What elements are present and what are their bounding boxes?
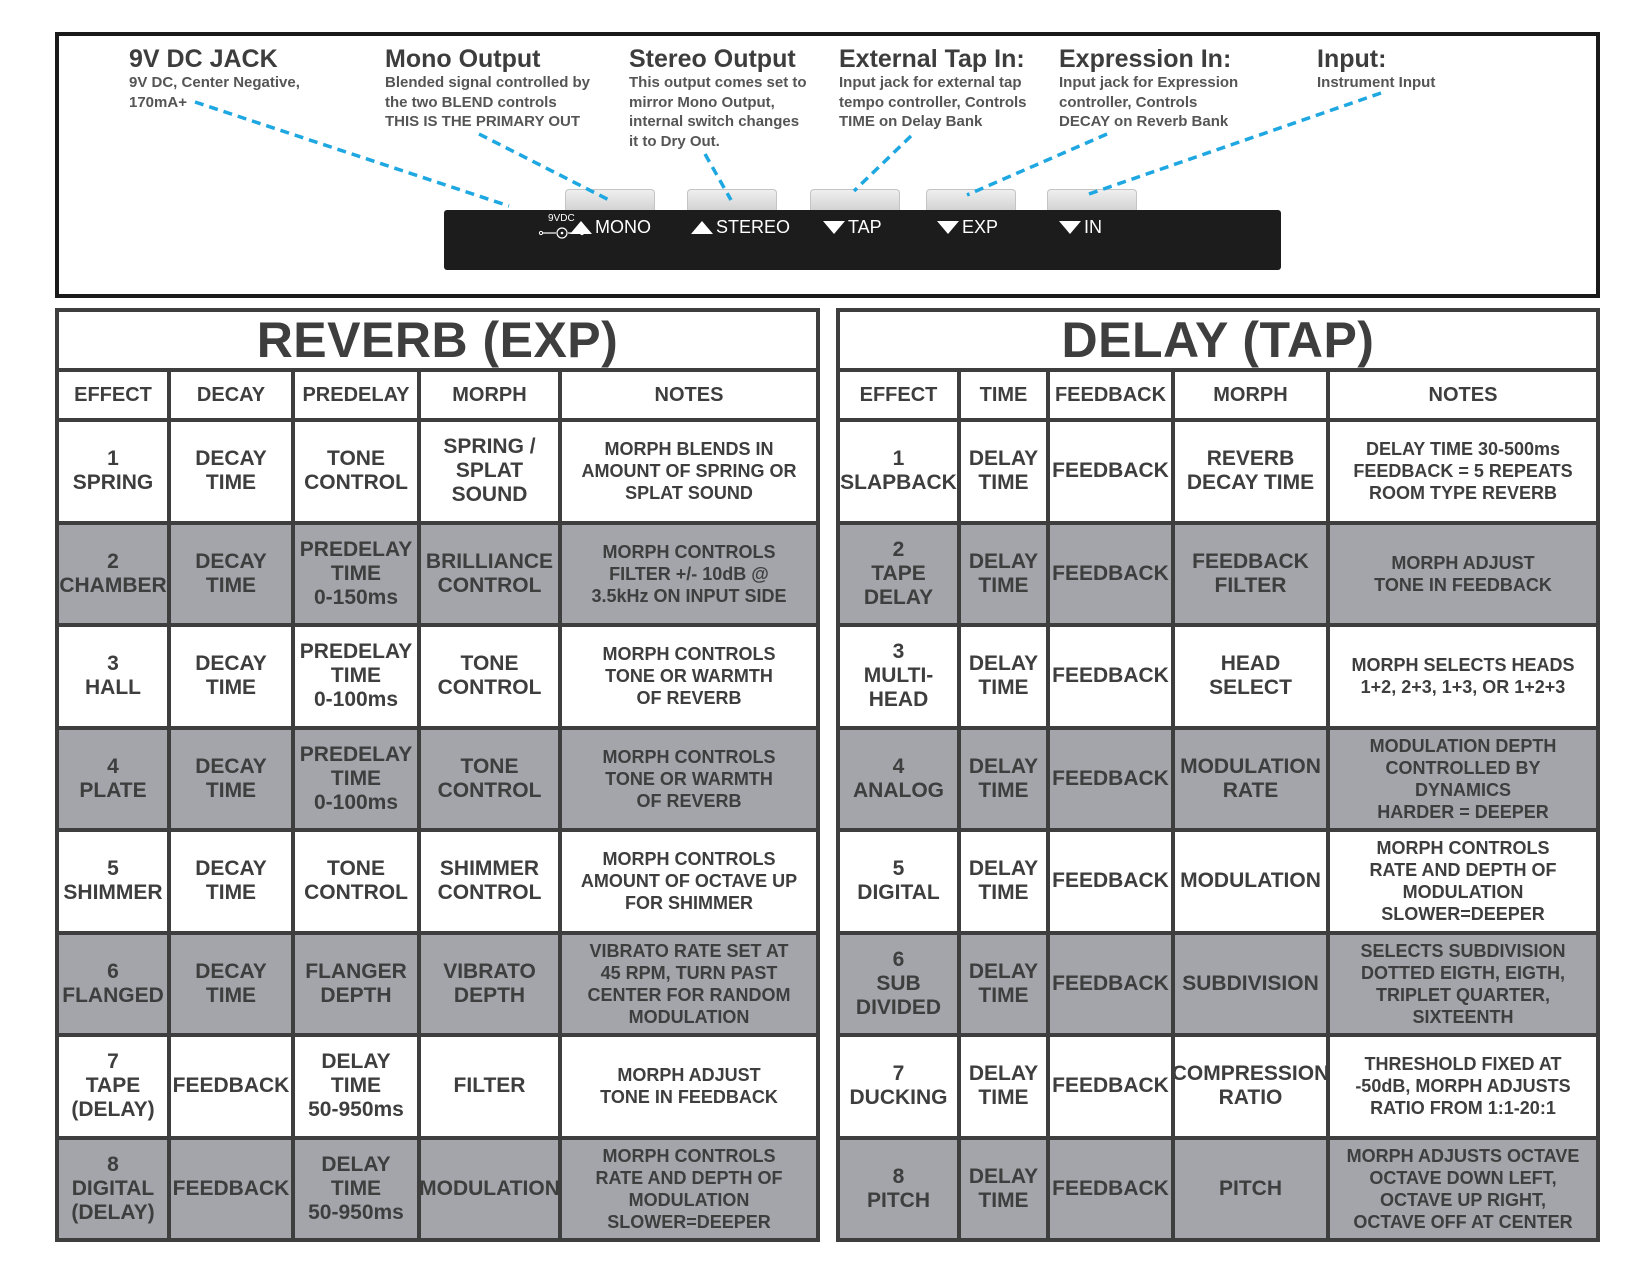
reverb-morph-cell: MODULATION [421, 1140, 558, 1239]
jack-label-text: STEREO [716, 217, 791, 237]
jack-label-text: MONO [595, 217, 651, 237]
reverb-table-title: REVERB (EXP) [59, 312, 816, 368]
reverb-effect-cell: 5 SHIMMER [59, 832, 167, 931]
delay-param-cell: FEEDBACK [1050, 730, 1171, 829]
reverb-notes-cell: MORPH CONTROLS FILTER +/- 10dB @ 3.5kHz ON INPUT SIDE [562, 525, 816, 624]
jack-label-text: TAP [848, 217, 882, 237]
reverb-param-cell: TONE CONTROL [295, 832, 417, 931]
reverb-notes-cell: MORPH CONTROLS TONE OR WARMTH OF REVERB [562, 627, 816, 726]
reverb-notes-cell: MORPH CONTROLS TONE OR WARMTH OF REVERB [562, 730, 816, 829]
reverb-morph-cell: TONE CONTROL [421, 730, 558, 829]
callout-description: 9V DC, Center Negative, 170mA+ [129, 74, 300, 111]
delay-notes-cell: MORPH ADJUST TONE IN FEEDBACK [1330, 525, 1596, 624]
callout-description: This output comes set to mirror Mono Output, internal switch changes it to Dry Out. [629, 74, 807, 150]
callout-title: 9V DC JACK [129, 45, 278, 73]
leader-line-dc [195, 102, 509, 206]
reverb-param-cell: DELAY TIME 50-950ms [295, 1140, 417, 1239]
delay-param-cell: FEEDBACK [1050, 422, 1171, 521]
reverb-notes-cell: MORPH ADJUST TONE IN FEEDBACK [562, 1037, 816, 1136]
dc-symbol-label: 9VDC [548, 213, 575, 224]
delay-param-cell: DELAY TIME [961, 1140, 1046, 1239]
leader-line-stereo [705, 154, 731, 200]
delay-effect-cell: 8 PITCH [840, 1140, 957, 1239]
reverb-morph-cell: BRILLIANCE CONTROL [421, 525, 558, 624]
delay-morph-cell: REVERB DECAY TIME [1175, 422, 1326, 521]
reverb-param-cell: PREDELAY TIME 0-100ms [295, 627, 417, 726]
jack-label-text: IN [1084, 217, 1102, 237]
callout-description: Instrument Input [1317, 74, 1436, 91]
reverb-param-cell: DECAY TIME [171, 730, 291, 829]
leader-line-mono [479, 134, 609, 200]
reverb-effect-cell: 4 PLATE [59, 730, 167, 829]
callout-title: Expression In: [1059, 45, 1232, 73]
delay-effect-cell: 2 TAPE DELAY [840, 525, 957, 624]
callout-title: External Tap In: [839, 45, 1025, 73]
delay-param-cell: FEEDBACK [1050, 1140, 1171, 1239]
reverb-effect-cell: 7 TAPE (DELAY) [59, 1037, 167, 1136]
delay-column-header: FEEDBACK [1050, 372, 1171, 418]
reverb-notes-cell: VIBRATO RATE SET AT 45 RPM, TURN PAST CENTER FOR RANDOM MODULATION [562, 935, 816, 1034]
delay-table [836, 308, 1600, 1242]
reverb-effect-cell: 6 FLANGED [59, 935, 167, 1034]
reverb-morph-cell: TONE CONTROL [421, 627, 558, 726]
delay-param-cell: DELAY TIME [961, 525, 1046, 624]
delay-effect-cell: 1 SLAPBACK [840, 422, 957, 521]
delay-param-cell: FEEDBACK [1050, 627, 1171, 726]
delay-morph-cell: FEEDBACK FILTER [1175, 525, 1326, 624]
delay-column-header: MORPH [1175, 372, 1326, 418]
delay-param-cell: DELAY TIME [961, 627, 1046, 726]
reverb-grid [59, 372, 816, 1238]
reverb-param-cell: DECAY TIME [171, 627, 291, 726]
leader-line-exp [967, 134, 1107, 195]
callout-description: Blended signal controlled by the two BLEND controls THIS IS THE PRIMARY OUT [385, 74, 591, 130]
delay-table-title: DELAY (TAP) [840, 312, 1596, 368]
delay-notes-cell: MODULATION DEPTH CONTROLLED BY DYNAMICS HARDER = DEEPER [1330, 730, 1596, 829]
delay-param-cell: DELAY TIME [961, 422, 1046, 521]
delay-grid [840, 372, 1596, 1238]
delay-notes-cell: THRESHOLD FIXED AT -50dB, MORPH ADJUSTS RATIO FROM 1:1-20:1 [1330, 1037, 1596, 1136]
delay-param-cell: FEEDBACK [1050, 935, 1171, 1034]
delay-notes-cell: SELECTS SUBDIVISION DOTTED EIGTH, EIGTH, TRIPLET QUARTER, SIXTEENTH [1330, 935, 1596, 1034]
reverb-param-cell: FEEDBACK [171, 1037, 291, 1136]
delay-notes-cell: DELAY TIME 30-500ms FEEDBACK = 5 REPEATS ROOM TYPE REVERB [1330, 422, 1596, 521]
delay-effect-cell: 7 DUCKING [840, 1037, 957, 1136]
reverb-effect-cell: 1 SPRING [59, 422, 167, 521]
delay-effect-cell: 3 MULTI- HEAD [840, 627, 957, 726]
reverb-table [55, 308, 820, 1242]
delay-effect-cell: 5 DIGITAL [840, 832, 957, 931]
reverb-param-cell: DECAY TIME [171, 422, 291, 521]
delay-notes-cell: MORPH SELECTS HEADS 1+2, 2+3, 1+3, OR 1+2+3 [1330, 627, 1596, 726]
reverb-param-cell: PREDELAY TIME 0-150ms [295, 525, 417, 624]
reverb-param-cell: TONE CONTROL [295, 422, 417, 521]
reverb-notes-cell: MORPH BLENDS IN AMOUNT OF SPRING OR SPLAT SOUND [562, 422, 816, 521]
leader-line-input [1089, 93, 1381, 194]
reverb-column-header: EFFECT [59, 372, 167, 418]
jack-label-text: EXP [962, 217, 999, 237]
leader-lines [59, 36, 1596, 294]
delay-column-header: TIME [961, 372, 1046, 418]
delay-column-header: NOTES [1330, 372, 1596, 418]
delay-morph-cell: MODULATION RATE [1175, 730, 1326, 829]
callout-title: Input: [1317, 45, 1387, 73]
delay-morph-cell: SUBDIVISION [1175, 935, 1326, 1034]
reverb-column-header: PREDELAY [295, 372, 417, 418]
callout-description: Input jack for Expression controller, Controls DECAY on Reverb Bank [1059, 74, 1239, 130]
delay-param-cell: DELAY TIME [961, 935, 1046, 1034]
delay-param-cell: FEEDBACK [1050, 832, 1171, 931]
reverb-param-cell: DECAY TIME [171, 525, 291, 624]
delay-notes-cell: MORPH CONTROLS RATE AND DEPTH OF MODULATION SLOWER=DEEPER [1330, 832, 1596, 931]
reverb-param-cell: DECAY TIME [171, 832, 291, 931]
delay-morph-cell: COMPRESSION RATIO [1175, 1037, 1326, 1136]
jack-panel [55, 32, 1600, 298]
delay-notes-cell: MORPH ADJUSTS OCTAVE OCTAVE DOWN LEFT, OCTAVE UP RIGHT, OCTAVE OFF AT CENTER [1330, 1140, 1596, 1239]
reverb-effect-cell: 8 DIGITAL (DELAY) [59, 1140, 167, 1239]
reverb-effect-cell: 3 HALL [59, 627, 167, 726]
reverb-param-cell: FEEDBACK [171, 1140, 291, 1239]
reverb-notes-cell: MORPH CONTROLS AMOUNT OF OCTAVE UP FOR SHIMMER [562, 832, 816, 931]
delay-morph-cell: PITCH [1175, 1140, 1326, 1239]
reverb-column-header: DECAY [171, 372, 291, 418]
delay-param-cell: FEEDBACK [1050, 525, 1171, 624]
delay-morph-cell: HEAD SELECT [1175, 627, 1326, 726]
reverb-effect-cell: 2 CHAMBER [59, 525, 167, 624]
delay-morph-cell: MODULATION [1175, 832, 1326, 931]
reverb-column-header: NOTES [562, 372, 816, 418]
delay-param-cell: DELAY TIME [961, 832, 1046, 931]
delay-effect-cell: 6 SUB DIVIDED [840, 935, 957, 1034]
delay-param-cell: DELAY TIME [961, 730, 1046, 829]
delay-param-cell: FEEDBACK [1050, 1037, 1171, 1136]
reverb-morph-cell: SPRING / SPLAT SOUND [421, 422, 558, 521]
callout-title: Mono Output [385, 45, 541, 73]
callout-description: Input jack for external tap tempo controller, Controls TIME on Delay Bank [839, 74, 1027, 130]
reverb-param-cell: DELAY TIME 50-950ms [295, 1037, 417, 1136]
reverb-morph-cell: FILTER [421, 1037, 558, 1136]
reverb-param-cell: DECAY TIME [171, 935, 291, 1034]
reverb-column-header: MORPH [421, 372, 558, 418]
reverb-morph-cell: VIBRATO DEPTH [421, 935, 558, 1034]
reverb-morph-cell: SHIMMER CONTROL [421, 832, 558, 931]
delay-effect-cell: 4 ANALOG [840, 730, 957, 829]
reverb-notes-cell: MORPH CONTROLS RATE AND DEPTH OF MODULATION SLOWER=DEEPER [562, 1140, 816, 1239]
delay-param-cell: DELAY TIME [961, 1037, 1046, 1136]
reverb-param-cell: FLANGER DEPTH [295, 935, 417, 1034]
reverb-param-cell: PREDELAY TIME 0-100ms [295, 730, 417, 829]
delay-column-header: EFFECT [840, 372, 957, 418]
callout-title: Stereo Output [629, 45, 796, 73]
leader-line-tap [854, 136, 911, 191]
